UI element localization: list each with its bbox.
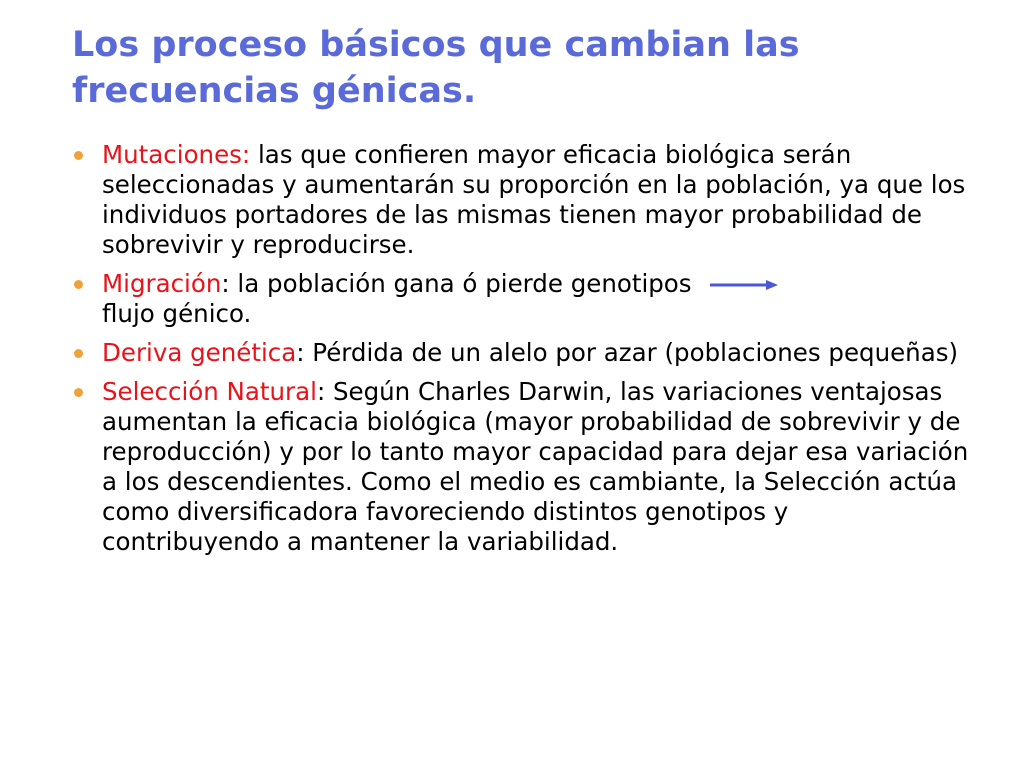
slide-title: Los proceso básicos que cambian las frecuencias génicas. [72,25,800,111]
bullet-migracion [72,269,972,329]
bullet-dot-icon [74,280,83,289]
bullet-dot-icon [74,388,83,397]
bullet-list [72,140,972,566]
bullet-text: las que confieren mayor eficacia biológica serán seleccionadas y aumentarán su proporción en la población, ya que los individuos portadores de las mismas tienen mayor probabilidad de sobrevivir y reproducirse. [102,140,966,259]
right-arrow-icon [710,278,778,292]
bullet-text-continued: flujo génico. [102,299,252,328]
bullet-text: : Pérdida de un alelo por azar (poblaciones pequeñas) [296,338,959,367]
bullet-term: Selección Natural [102,377,317,406]
bullet-term: Migración [102,269,222,298]
bullet-term: Mutaciones: [102,140,251,169]
bullet-dot-icon [74,349,83,358]
bullet-mutaciones [72,140,972,260]
bullet-deriva [72,338,972,368]
bullet-text: : la población gana ó pierde genotipos [221,269,692,298]
bullet-term: Deriva genética [102,338,297,367]
bullet-dot-icon [74,151,83,160]
bullet-seleccion [72,377,972,557]
bullet-text: : Según Charles Darwin, las variaciones ventajosas aumentan la eficacia biológica (mayor probabilidad de sobrevivir y de reproducción) y por lo tanto mayor capacidad para dejar esa variación a los descendientes. Como el medio es cambiante, la Selección actúa como diversificadora favoreciendo distintos genotipos y contribuyendo a mantener la variabilidad. [102,377,969,556]
